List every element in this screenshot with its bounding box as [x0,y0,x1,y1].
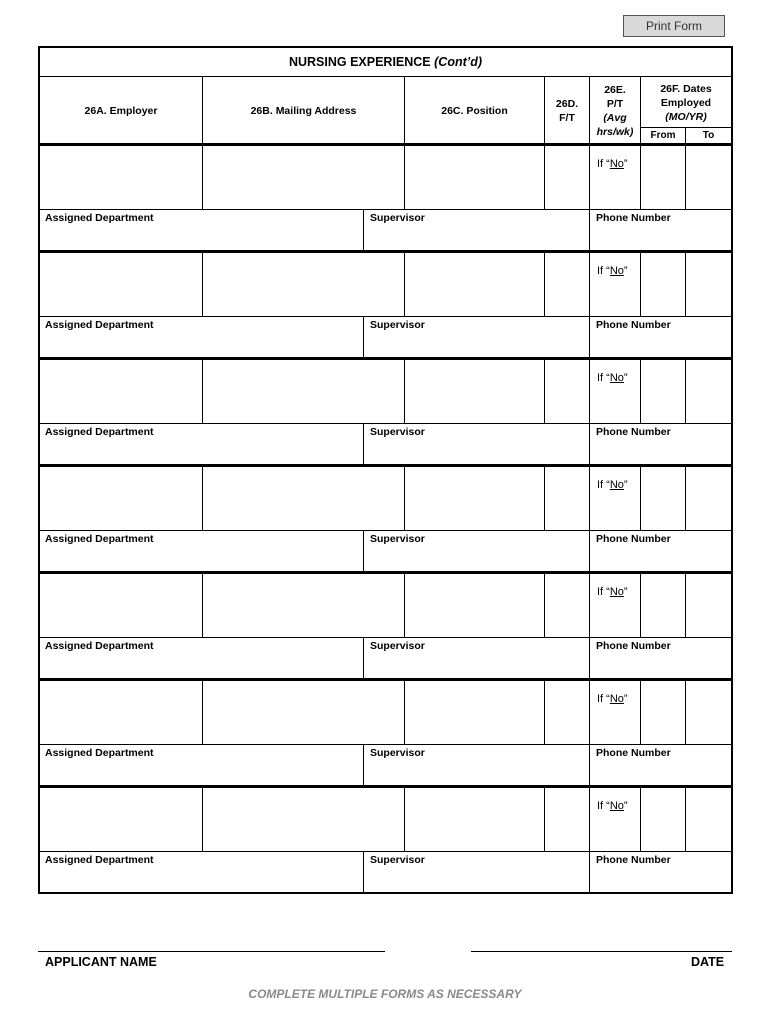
entry-divider [40,637,731,638]
header-employer: 26A. Employer [84,104,158,117]
supervisor-label: Supervisor [370,533,425,545]
phone-number-label: Phone Number [596,212,671,224]
assigned-department-label: Assigned Department [45,747,154,759]
date-to-field[interactable] [686,360,731,423]
assigned-department-field[interactable] [40,226,363,251]
applicant-name-field[interactable] [38,928,385,951]
print-form-button[interactable]: Print Form [623,15,725,37]
supervisor-label: Supervisor [370,640,425,652]
entry-divider [40,851,731,852]
phone-number-field[interactable] [590,654,731,679]
phone-number-field[interactable] [590,761,731,786]
header-mailing-address: 26B. Mailing Address [250,104,357,117]
form-title-main: NURSING EXPERIENCE [288,55,435,69]
supervisor-field[interactable] [364,654,589,679]
header-to: To [702,130,715,141]
supervisor-label: Supervisor [370,212,425,224]
entry-divider [40,423,731,424]
full-time-field[interactable] [545,360,589,423]
assigned-department-label: Assigned Department [45,533,154,545]
phone-number-field[interactable] [590,440,731,465]
employer-field[interactable] [40,681,202,744]
if-no-label: If “No” [597,372,628,384]
date-from-field[interactable] [641,360,685,423]
part-time-hours-field[interactable] [590,285,640,316]
phone-number-field[interactable] [590,333,731,358]
mailing-address-field[interactable] [203,467,404,530]
date-from-field[interactable] [641,146,685,209]
header-part-time: 26E. P/T (Avg hrs/wk) [596,84,634,138]
header-divider [589,77,590,144]
header-divider [404,77,405,144]
header-full-time: 26D. F/T [555,97,579,124]
full-time-field[interactable] [545,467,589,530]
part-time-hours-field[interactable] [590,820,640,851]
date-field[interactable] [471,928,732,951]
header-divider [544,77,545,144]
supervisor-field[interactable] [364,333,589,358]
assigned-department-field[interactable] [40,761,363,786]
employer-field[interactable] [40,253,202,316]
phone-number-label: Phone Number [596,426,671,438]
date-from-field[interactable] [641,467,685,530]
assigned-department-field[interactable] [40,547,363,572]
phone-number-label: Phone Number [596,854,671,866]
supervisor-label: Supervisor [370,319,425,331]
part-time-hours-field[interactable] [590,713,640,744]
assigned-department-field[interactable] [40,440,363,465]
employer-field[interactable] [40,467,202,530]
position-field[interactable] [405,788,544,851]
date-from-field[interactable] [641,253,685,316]
date-to-field[interactable] [686,788,731,851]
part-time-hours-field[interactable] [590,178,640,209]
assigned-department-label: Assigned Department [45,212,154,224]
part-time-hours-field[interactable] [590,499,640,530]
entry-divider [40,530,731,531]
assigned-department-label: Assigned Department [45,854,154,866]
part-time-hours-field[interactable] [590,392,640,423]
position-field[interactable] [405,360,544,423]
phone-number-field[interactable] [590,547,731,572]
supervisor-field[interactable] [364,761,589,786]
if-no-label: If “No” [597,693,628,705]
supervisor-field[interactable] [364,440,589,465]
date-line [471,951,732,952]
entry-divider [40,209,731,210]
assigned-department-field[interactable] [40,868,363,892]
phone-number-label: Phone Number [596,640,671,652]
header-divider [202,77,203,144]
supervisor-label: Supervisor [370,747,425,759]
form-title [40,48,731,77]
date-from-field[interactable] [641,681,685,744]
supervisor-field[interactable] [364,547,589,572]
mailing-address-field[interactable] [203,253,404,316]
full-time-field[interactable] [545,574,589,637]
full-time-field[interactable] [545,681,589,744]
assigned-department-label: Assigned Department [45,640,154,652]
date-label: DATE [691,955,725,969]
footer-note: COMPLETE MULTIPLE FORMS AS NECESSARY [248,987,522,1001]
date-to-field[interactable] [686,253,731,316]
position-field[interactable] [405,574,544,637]
position-field[interactable] [405,467,544,530]
header-from: From [650,130,676,141]
date-to-field[interactable] [686,681,731,744]
full-time-field[interactable] [545,253,589,316]
header-dates-employed: 26F. Dates Employed (MO/YR) [660,83,712,123]
assigned-department-label: Assigned Department [45,319,154,331]
assigned-department-field[interactable] [40,654,363,679]
position-field[interactable] [405,681,544,744]
employer-field[interactable] [40,788,202,851]
employer-field[interactable] [40,574,202,637]
position-field[interactable] [405,146,544,209]
date-from-field[interactable] [641,788,685,851]
mailing-address-field[interactable] [203,146,404,209]
if-no-label: If “No” [597,800,628,812]
applicant-name-label: APPLICANT NAME [45,955,157,969]
date-to-field[interactable] [686,146,731,209]
mailing-address-field[interactable] [203,360,404,423]
if-no-label: If “No” [597,265,628,277]
header-divider [685,127,686,144]
entry-divider [40,744,731,745]
phone-number-label: Phone Number [596,533,671,545]
full-time-field[interactable] [545,146,589,209]
supervisor-label: Supervisor [370,426,425,438]
date-to-field[interactable] [686,574,731,637]
phone-number-field[interactable] [590,868,731,892]
full-time-field[interactable] [545,788,589,851]
if-no-label: If “No” [597,479,628,491]
part-time-hours-field[interactable] [590,606,640,637]
if-no-label: If “No” [597,158,628,170]
assigned-department-field[interactable] [40,333,363,358]
supervisor-field[interactable] [364,226,589,251]
header-position: 26C. Position [441,104,508,117]
position-field[interactable] [405,253,544,316]
employer-field[interactable] [40,360,202,423]
entry-divider [40,316,731,317]
mailing-address-field[interactable] [203,574,404,637]
mailing-address-field[interactable] [203,681,404,744]
mailing-address-field[interactable] [203,788,404,851]
applicant-name-line [38,951,385,952]
form-title-contd: (Cont’d) [434,55,483,69]
if-no-label: If “No” [597,586,628,598]
header-divider [640,77,641,144]
assigned-department-label: Assigned Department [45,426,154,438]
employer-field[interactable] [40,146,202,209]
date-to-field[interactable] [686,467,731,530]
phone-number-field[interactable] [590,226,731,251]
supervisor-field[interactable] [364,868,589,892]
date-from-field[interactable] [641,574,685,637]
phone-number-label: Phone Number [596,747,671,759]
phone-number-label: Phone Number [596,319,671,331]
supervisor-label: Supervisor [370,854,425,866]
